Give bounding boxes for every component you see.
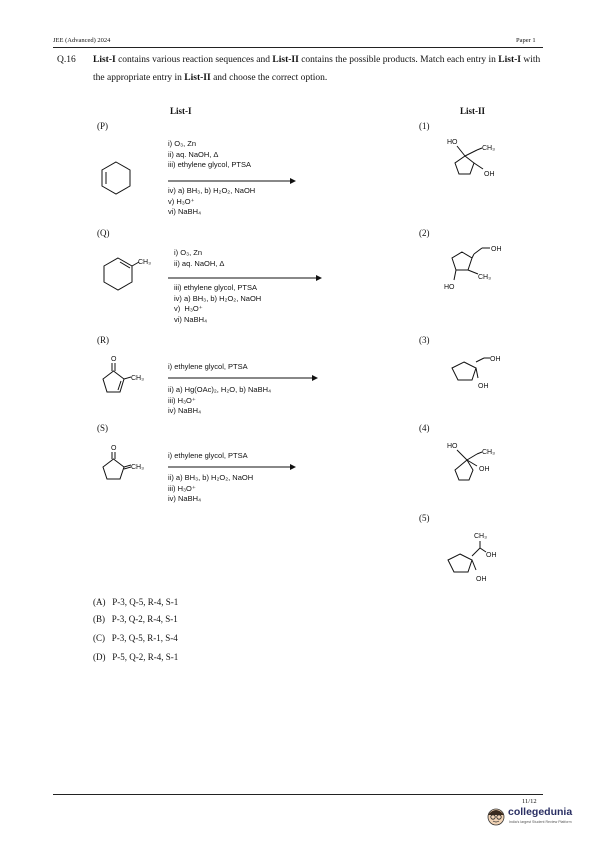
list2-label-1: (1) bbox=[419, 121, 430, 131]
product-4-structure bbox=[445, 440, 517, 488]
option-d[interactable] bbox=[93, 652, 178, 662]
header-exam-name: JEE (Advanced) 2024 bbox=[53, 37, 111, 44]
list2-label-5: (5) bbox=[419, 513, 430, 523]
conditions-s-below: ii) a) BH₃, b) H₂O₂, NaOH iii) H₃O⁺ iv) NaBH₄ bbox=[168, 473, 254, 504]
option-b[interactable] bbox=[93, 614, 178, 624]
brand-logo-text: collegedunia bbox=[508, 806, 573, 818]
brand-tagline: India's largest Student Review Platform bbox=[509, 820, 572, 824]
product-1-ch3: CH₃ bbox=[482, 145, 495, 152]
option-b-text: P-3, Q-2, R-4, S-1 bbox=[111, 614, 178, 624]
header-paper: Paper 1 bbox=[516, 37, 536, 44]
product-5-ch3: CH₃ bbox=[474, 533, 487, 540]
product-3-oh-bottom: OH bbox=[478, 383, 489, 390]
reaction-arrow-s bbox=[168, 463, 298, 471]
product-4-ho: HO bbox=[447, 443, 458, 450]
conditions-p-below: iv) a) BH₃, b) H₂O₂, NaOH v) H₃O⁺ vi) NaBH₄ bbox=[168, 186, 256, 217]
list2-label-2: (2) bbox=[419, 228, 430, 238]
substituent-q: CH₃ bbox=[138, 259, 151, 266]
reaction-arrow-q bbox=[168, 274, 324, 282]
product-2-oh: OH bbox=[491, 246, 502, 253]
substituent-r: CH₃ bbox=[131, 375, 144, 382]
question-text: List-I contains various reaction sequences and List-II contains the possible products. Match each entry in List-I with the appropriate entry in List-II and choose the correct option. bbox=[93, 55, 541, 83]
conditions-p-above: i) O₃, Zn ii) aq. NaOH, Δ iii) ethylene glycol, PTSA bbox=[168, 139, 251, 170]
product-3-structure bbox=[442, 348, 522, 396]
list2-heading: List-II bbox=[460, 106, 486, 116]
list1-label-s: (S) bbox=[97, 423, 108, 433]
list1-heading: List-I bbox=[170, 106, 192, 116]
option-a[interactable] bbox=[93, 597, 178, 607]
product-1-ho: HO bbox=[447, 139, 458, 146]
conditions-r-above: i) ethylene glycol, PTSA bbox=[168, 362, 248, 371]
reactant-r-enone bbox=[98, 352, 162, 404]
conditions-q-above: i) O₃, Zn ii) aq. NaOH, Δ bbox=[174, 248, 225, 268]
option-d-text: P-5, Q-2, R-4, S-1 bbox=[112, 652, 179, 662]
option-d-label: (D) bbox=[93, 652, 106, 662]
product-1-structure bbox=[445, 136, 517, 192]
product-5-oh-bottom: OH bbox=[476, 576, 487, 583]
conditions-r-below: ii) a) Hg(OAc)₂, H₂O, b) NaBH₄ iii) H₃O⁺ iv) NaBH₄ bbox=[168, 385, 272, 416]
conditions-s-above: i) ethylene glycol, PTSA bbox=[168, 451, 248, 460]
product-5-oh-top: OH bbox=[486, 552, 497, 559]
product-5-structure bbox=[442, 530, 522, 586]
option-c-text: P-3, Q-5, R-1, S-4 bbox=[111, 633, 178, 643]
list1-label-r: (R) bbox=[97, 335, 109, 345]
header-rule bbox=[53, 47, 543, 48]
product-4-oh: OH bbox=[479, 466, 490, 473]
product-2-ch3: CH₃ bbox=[478, 274, 491, 281]
reactant-q-methylcyclohexene bbox=[100, 254, 160, 296]
question-number: Q.16 bbox=[57, 55, 76, 65]
product-3-oh-top: OH bbox=[490, 356, 501, 363]
product-2-ho: HO bbox=[444, 284, 455, 291]
option-c[interactable] bbox=[93, 633, 178, 643]
option-b-label: (B) bbox=[93, 614, 105, 624]
reactant-s-exocyclic-enone bbox=[98, 441, 162, 489]
option-a-text: P-3, Q-5, R-4, S-1 bbox=[112, 597, 179, 607]
option-a-label: (A) bbox=[93, 597, 106, 607]
product-4-ch3: CH₃ bbox=[482, 449, 495, 456]
option-c-label: (C) bbox=[93, 633, 105, 643]
list1-label-p: (P) bbox=[97, 121, 108, 131]
reaction-arrow-r bbox=[168, 374, 320, 382]
conditions-q-below: iii) ethylene glycol, PTSA iv) a) BH₃, b) H₂O₂, NaOH v) H₃O⁺ vi) NaBH₄ bbox=[174, 283, 262, 324]
product-1-oh: OH bbox=[484, 171, 495, 178]
list1-label-q: (Q) bbox=[97, 228, 110, 238]
reactant-p-cyclohexene bbox=[100, 160, 140, 200]
footer-rule bbox=[53, 794, 543, 795]
product-2-structure bbox=[440, 240, 520, 296]
mascot-logo-icon bbox=[486, 805, 506, 827]
carbonyl-o-s: O bbox=[111, 445, 117, 452]
list2-label-4: (4) bbox=[419, 423, 430, 433]
substituent-s: CH₃ bbox=[131, 464, 144, 471]
list2-label-3: (3) bbox=[419, 335, 430, 345]
reaction-arrow-p bbox=[168, 177, 298, 185]
page-number: 11/12 bbox=[522, 798, 537, 805]
carbonyl-o-r: O bbox=[111, 356, 117, 363]
